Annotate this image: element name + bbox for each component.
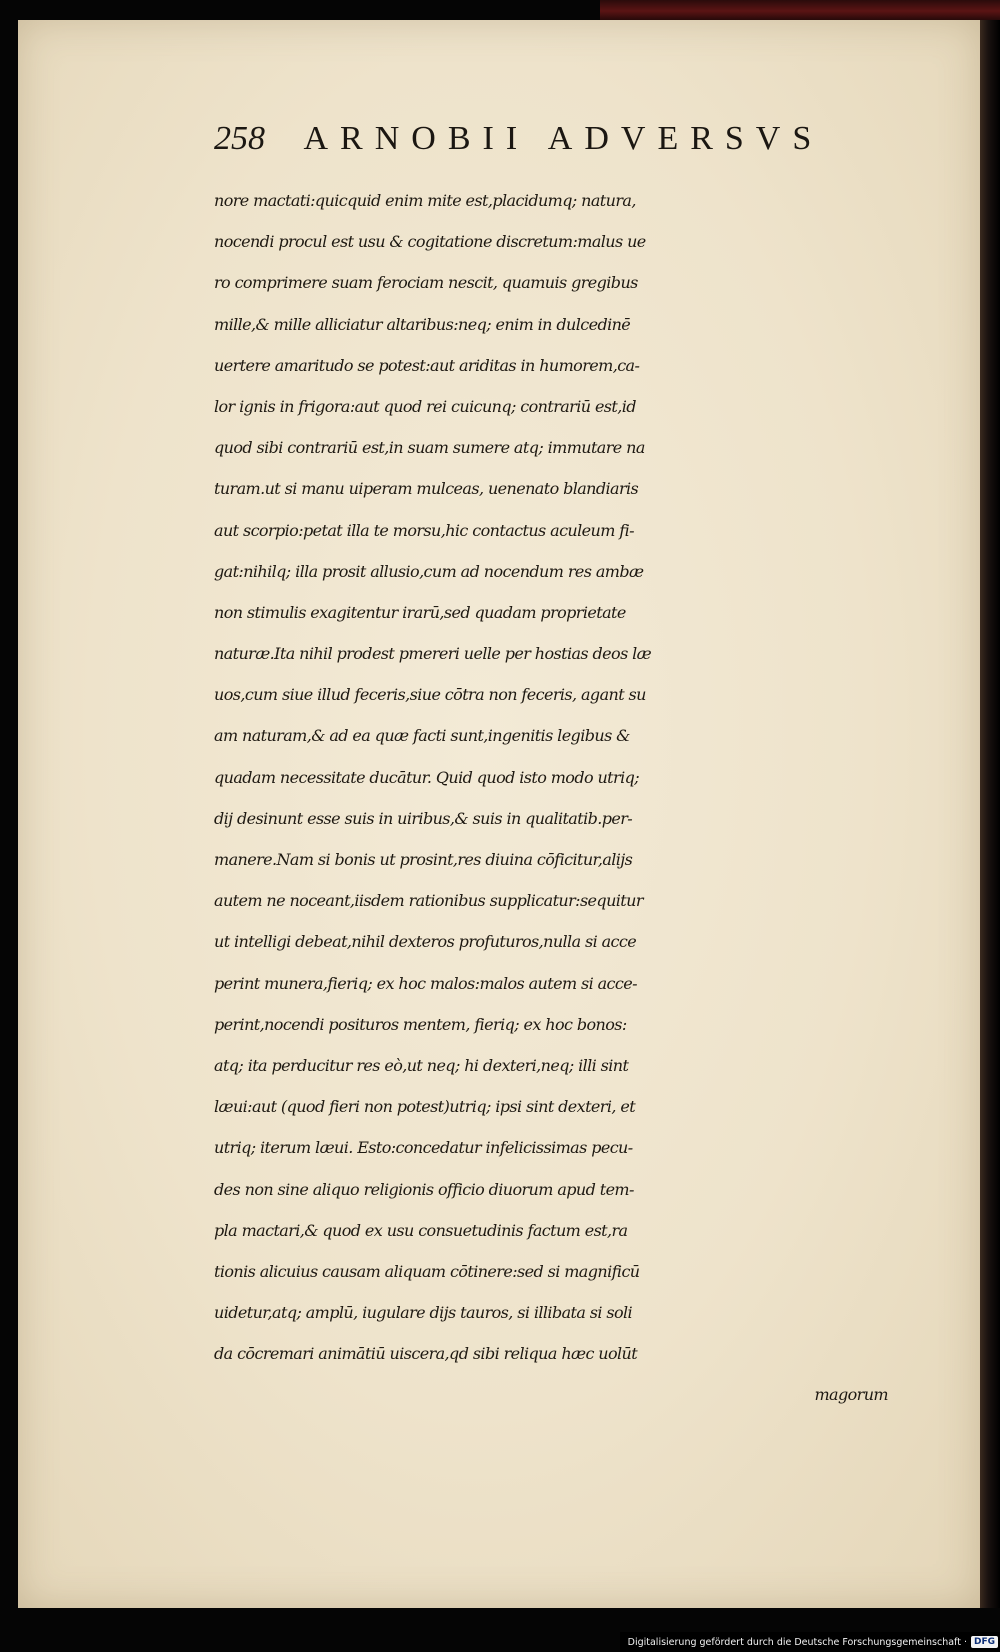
text-line: utriq; iterum læui. Esto:concedatur infelicissimas pecu- <box>214 1138 633 1158</box>
text-line: uos,cum siue illud feceris,siue cōtra non feceris, agant su <box>214 685 646 705</box>
text-line: mille,& mille alliciatur altaribus:neq; enim in dulcedinē <box>214 314 631 334</box>
book-cover-edge <box>600 0 1000 22</box>
text-line: dij desinunt esse suis in uiribus,& suis in qualitatib.per- <box>214 808 633 828</box>
text-line: atq; ita perducitur res eò,ut neq; hi dexteri,neq; illi sint <box>214 1055 629 1075</box>
text-line: am naturam,& ad ea quæ facti sunt,ingenitis legibus & <box>214 726 630 746</box>
text-line: autem ne noceant,iisdem rationibus supplicatur:sequitur <box>214 891 643 911</box>
text-line: lor ignis in frigora:aut quod rei cuicunq; contrariū est,id <box>214 396 636 416</box>
body-text <box>214 180 914 1416</box>
text-line: des non sine aliquo religionis officio diuorum apud tem- <box>214 1179 634 1199</box>
text-line: quod sibi contrariū est,in suam sumere atq; immutare na <box>214 438 645 458</box>
text-line: tionis alicuius causam aliquam cōtinere:sed si magnificū <box>214 1261 640 1281</box>
text-line: nore mactati:quicquid enim mite est,placidumq; natura, <box>214 191 636 210</box>
text-line: non stimulis exagitentur irarū,sed quadam proprietate <box>214 602 626 622</box>
text-line: ut intelligi debeat,nihil dexteros profuturos,nulla si acce <box>214 932 637 952</box>
text-line: aut scorpio:petat illa te morsu,hic contactus aculeum fi- <box>214 520 634 540</box>
text-line: manere.Nam si bonis ut prosint,res diuina cōficitur,alijs <box>214 850 633 869</box>
page-number: 258 <box>214 120 265 157</box>
text-line: uertere amaritudo se potest:aut ariditas in humorem,ca- <box>214 355 640 375</box>
catchword: magorum <box>814 1385 888 1405</box>
digitization-footer <box>620 1632 1000 1652</box>
text-line: quadam necessitate ducātur. Quid quod isto modo utriq; <box>214 767 640 787</box>
funding-credit: Digitalisierung gefördert durch die Deutsche Forschungsgemeinschaft · <box>627 1636 967 1648</box>
text-line: pla mactari,& quod ex usu consuetudinis factum est,ra <box>214 1220 628 1240</box>
text-line: naturæ.Ita nihil prodest pmereri uelle per hostias deos læ <box>214 644 652 664</box>
text-line: perint munera,fieriq; ex hoc malos:malos autem si acce- <box>214 973 637 993</box>
text-line: ro comprimere suam ferociam nescit, quamuis gregibus <box>214 273 638 293</box>
text-line: nocendi procul est usu & cogitatione discretum:malus ue <box>214 232 646 252</box>
text-line: da cōcremari animātiū uiscera,qd sibi reliqua hæc uolūt <box>214 1344 638 1364</box>
running-title: ARNOBII ADVERSVS <box>303 120 824 157</box>
page-edge-shadow <box>980 20 1000 1608</box>
text-line: læui:aut (quod fieri non potest)utriq; ipsi sint dexteri, et <box>214 1097 636 1117</box>
dfg-logo: DFG <box>971 1636 998 1648</box>
text-line: turam.ut si manu uiperam mulceas, uenenato blandiaris <box>214 479 639 499</box>
text-line: perint,nocendi posituros mentem, fieriq; ex hoc bonos: <box>214 1014 627 1034</box>
text-line: uidetur,atq; amplū, iugulare dijs tauros, si illibata si soli <box>214 1303 633 1323</box>
running-head <box>214 120 914 174</box>
text-line: gat:nihilq; illa prosit allusio,cum ad nocendum res ambæ <box>214 561 644 581</box>
